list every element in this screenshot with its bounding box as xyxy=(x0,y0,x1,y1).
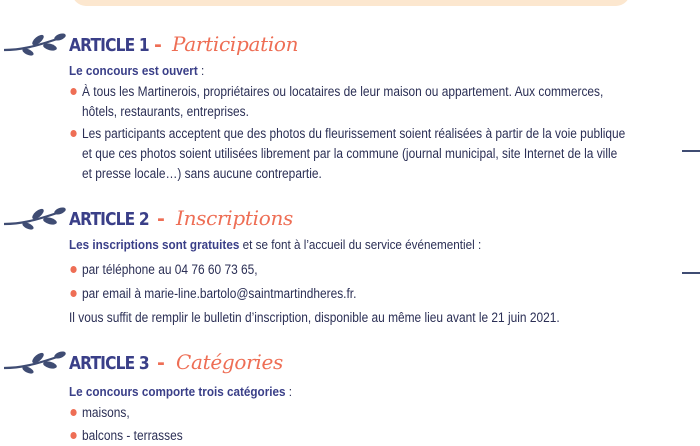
article-3-dash: - xyxy=(157,352,165,374)
list-item xyxy=(82,260,629,280)
bullet-dot-icon xyxy=(70,290,76,297)
article-2-dash: - xyxy=(157,208,165,230)
bullet-dot-icon xyxy=(70,409,76,416)
leaf-sprig-icon xyxy=(4,350,68,376)
article-1-heading xyxy=(0,32,700,60)
article-2-note: Il vous suffit de remplir le bulletin d’inscription, disponible au même lieu avant le 21 juin 2021. xyxy=(69,310,560,325)
list-item xyxy=(82,284,629,304)
list-item xyxy=(82,82,629,122)
article-3-bullet-2: balcons - terrasses xyxy=(82,428,183,443)
bullet-dot-icon xyxy=(70,266,76,273)
article-3-lead-bold: Le concours comporte trois catégories xyxy=(69,384,286,399)
article-2-lead-bold: Les inscriptions sont gratuites xyxy=(69,237,240,252)
list-item xyxy=(82,426,629,446)
article-3-label: ARTICLE 3 xyxy=(69,353,149,374)
bullet-dot-icon xyxy=(70,88,76,95)
article-2-bullet-2: par email à marie-line.bartolo@saintmartindheres.fr. xyxy=(82,286,357,301)
list-item xyxy=(82,403,629,423)
article-2-subtitle: Inscriptions xyxy=(176,206,294,230)
article-3-heading xyxy=(0,350,700,378)
article-2-heading xyxy=(0,206,700,234)
article-1-lead-rest: : xyxy=(197,63,205,78)
article-3-bullet-1: maisons, xyxy=(82,405,130,420)
article-2-lead xyxy=(69,237,481,252)
article-1-lead-bold: Le concours est ouvert xyxy=(69,63,198,78)
margin-rule xyxy=(682,150,700,152)
top-banner-band xyxy=(72,0,630,6)
article-1-bullet-1: À tous les Martinerois, propriétaires ou locataires de leur maison ou appartement. Aux commerces, hôtels, restaurants, entreprises. xyxy=(82,84,604,119)
article-3-subtitle: Catégories xyxy=(176,350,284,374)
article-1-bullet-2: Les participants acceptent que des photos du fleurissement soient réalisées à partir de la voie publique et que ces photos soient utilisées librement par la commune (journal municipal, site Internet de la ville et presse locale…) sans aucune contrepartie. xyxy=(82,126,626,181)
list-item xyxy=(82,124,629,184)
article-1-label: ARTICLE 1 xyxy=(69,35,149,56)
margin-rule xyxy=(682,272,700,274)
bullet-dot-icon xyxy=(70,432,76,439)
article-1-subtitle: Participation xyxy=(172,32,299,56)
article-1-dash: - xyxy=(154,34,162,56)
article-3-lead-rest: : xyxy=(285,384,293,399)
leaf-sprig-icon xyxy=(4,206,68,232)
article-2-label: ARTICLE 2 xyxy=(69,209,149,230)
article-3-lead xyxy=(69,384,292,399)
article-2-lead-rest: et se font à l’accueil du service événementiel : xyxy=(239,237,482,252)
article-1-lead xyxy=(69,63,204,78)
bullet-dot-icon xyxy=(70,130,76,137)
article-2-bullet-1: par téléphone au 04 76 60 73 65, xyxy=(82,262,258,277)
leaf-sprig-icon xyxy=(4,32,68,58)
